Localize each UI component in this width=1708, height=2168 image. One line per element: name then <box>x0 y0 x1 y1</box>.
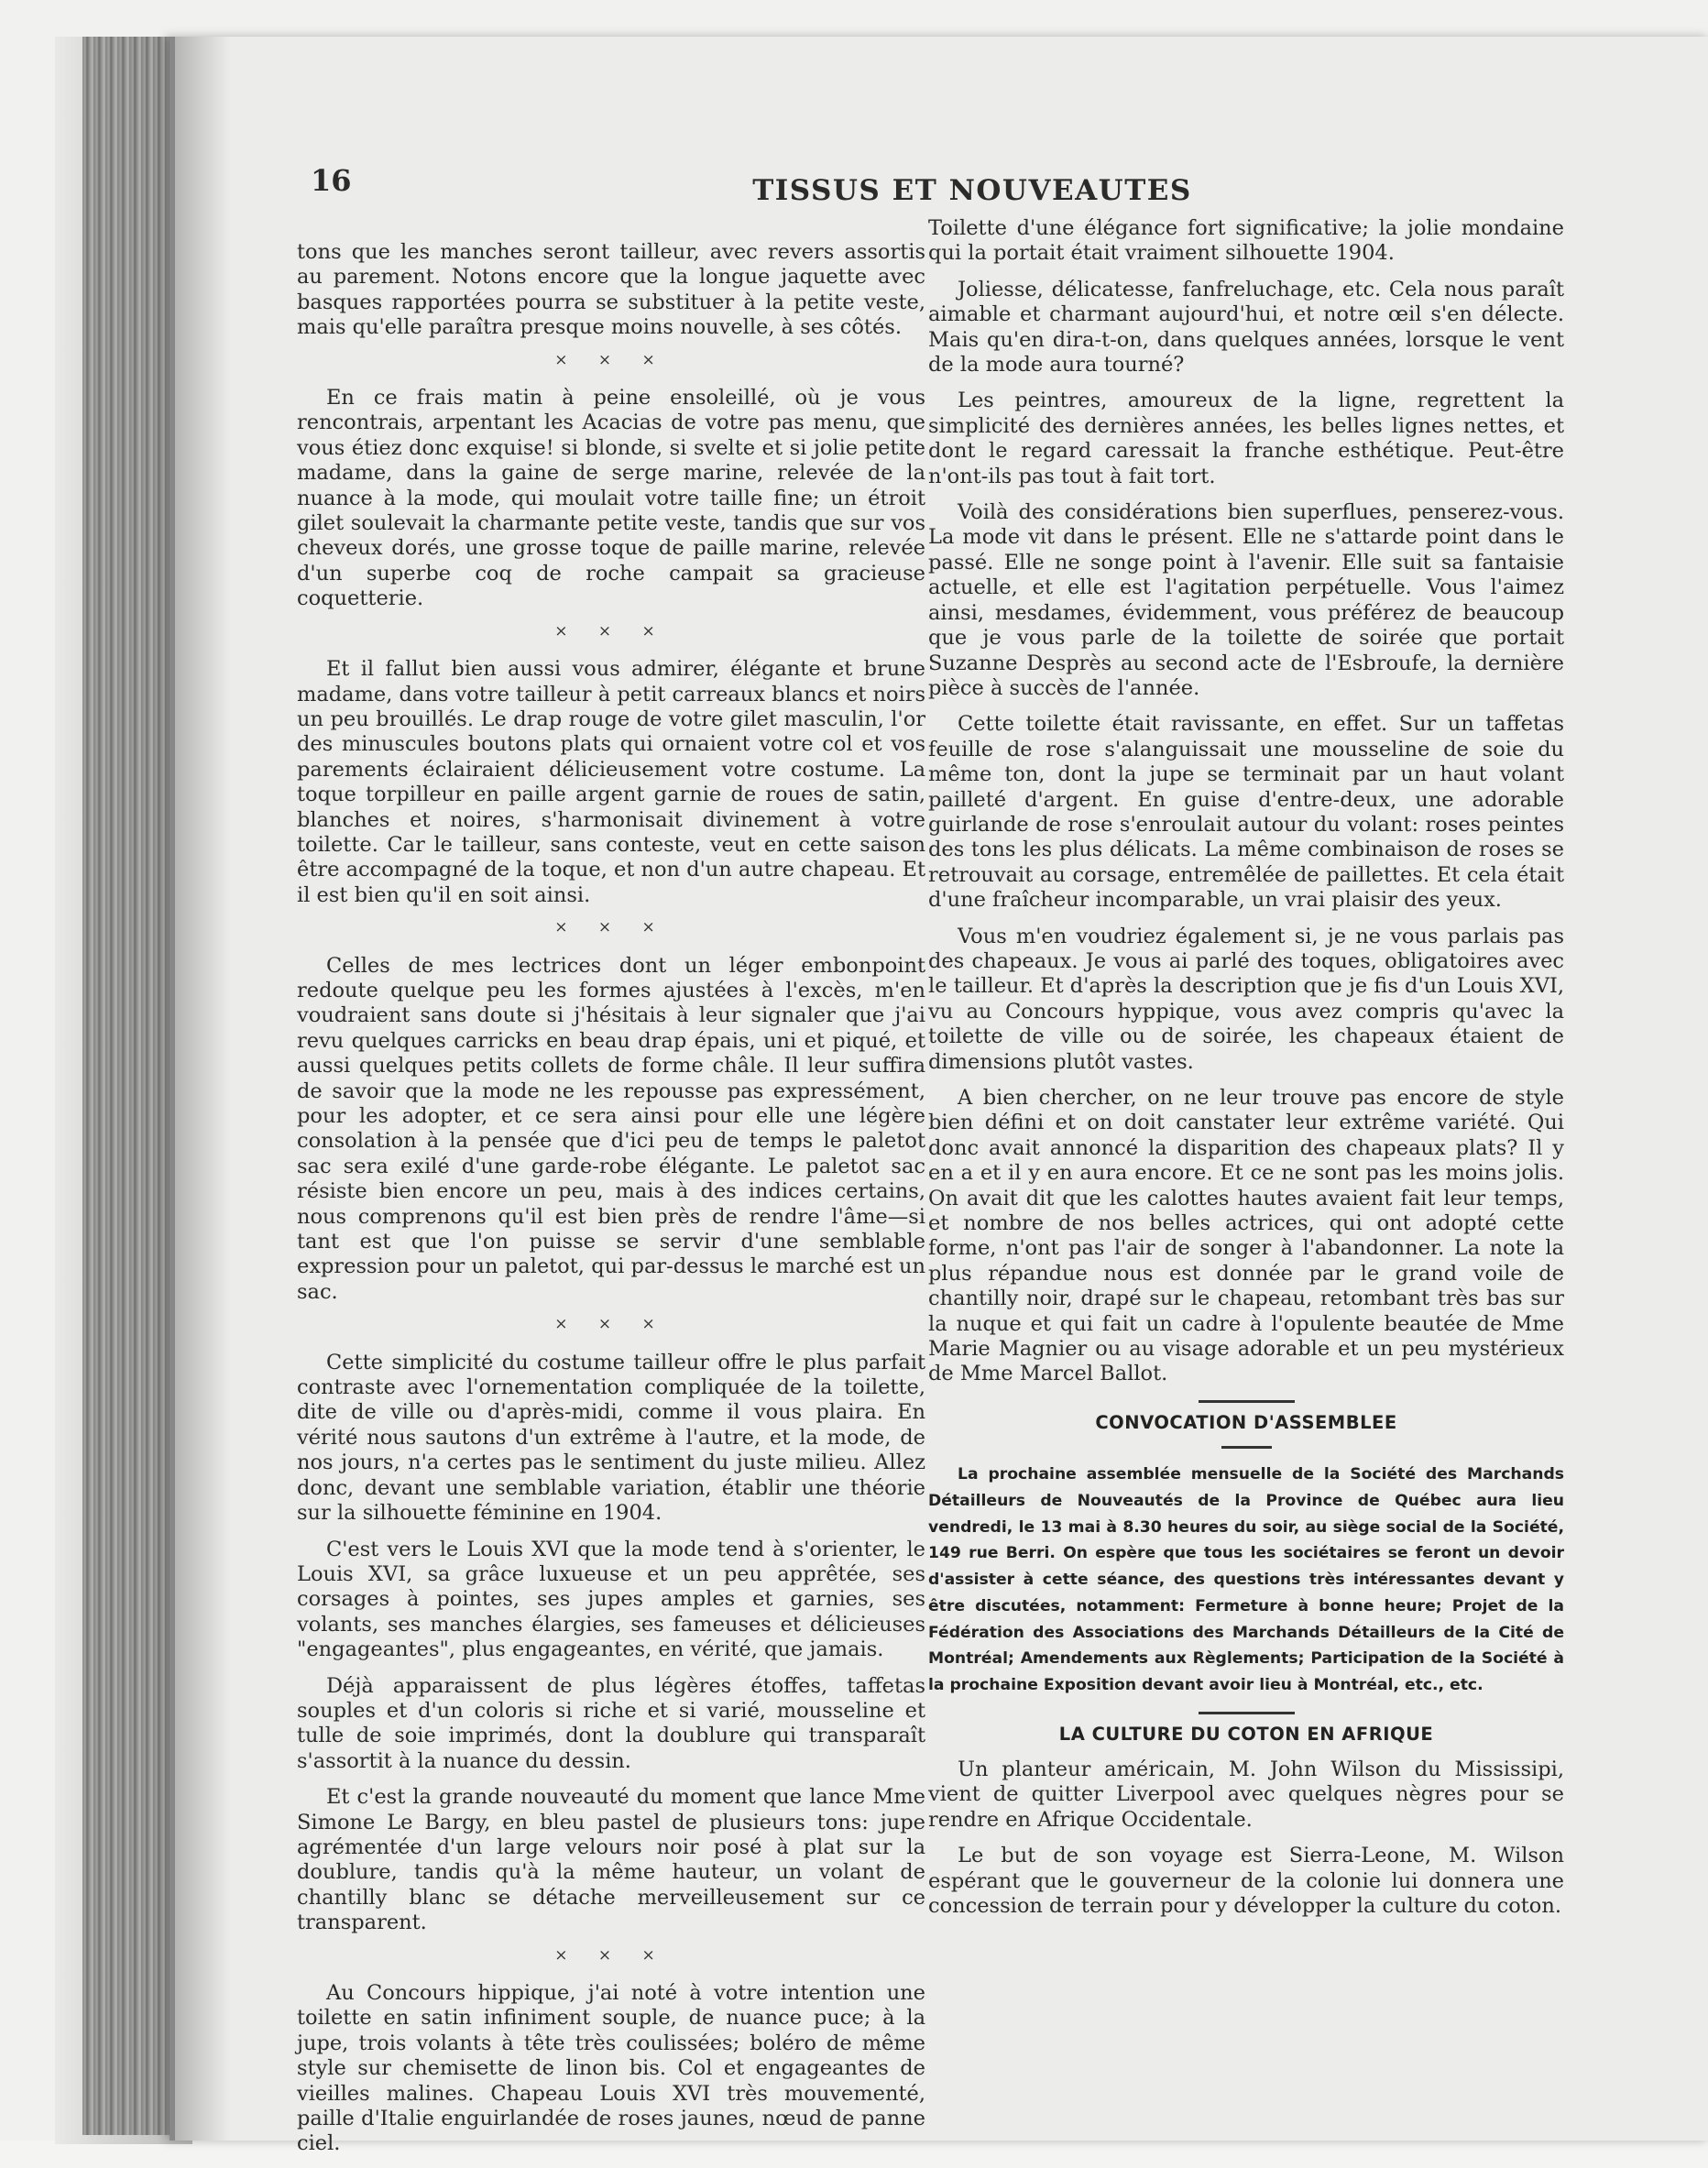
running-title: TISSUS ET NOUVEAUTES <box>752 174 1192 207</box>
page-number: 16 <box>311 163 352 198</box>
left-paragraph: Celles de mes lectrices dont un léger embonpoint redoute quelque peu les formes ajustées à l'excès, m'en voudraient sans doute si j'hésitais à leur signaler que j'ai revu quelques carricks en beau drap épais, uni et piqué, et aussi quelques petits collets de forme châle. Il leur suffira de savoir que la mode ne les repousse pas expressément, pour les adopter, et ce sera ainsi pour elle une légère consolation à la pensée que d'ici peu de temps le paletot sac sera exilé d'une garde-robe élégante. Le paletot sac résiste bien encore un peu, mais à des indices certains, nous comprenons qu'il est bien près de rendre l'âme—si tant est que l'on puisse se servir d'une semblable expression pour un paletot, qui par-dessus le marché est un sac. <box>297 953 925 1304</box>
book-page-edges <box>82 37 183 2135</box>
right-paragraph: Toilette d'une élégance fort significative; la jolie mondaine qui la portait était vraiment silhouette 1904. <box>928 216 1564 266</box>
left-paragraph: tons que les manches seront tailleur, avec revers assortis au parement. Notons encore que la longue jaquette avec basques rapportées pourra se substituer à la petite veste, mais qu'elle paraîtra presque moins nouvelle, à ses côtés. <box>297 240 925 340</box>
left-paragraph: Et c'est la grande nouveauté du moment que lance Mme Simone Le Bargy, en bleu pastel de plusieurs tons: jupe agrémentée d'un large velours noir posé à plat sur la doublure, tandis qu'à la même hauteur, un volant de chantilly blanc se détache merveilleusement sur ce transparent. <box>297 1785 925 1935</box>
right-paragraph: Cette toilette était ravissante, en effet. Sur un taffetas feuille de rose s'alanguissait une mousseline de soie du même ton, dont la jupe se terminait par un haut volant pailleté d'argent. En guise d'entre-deux, une adorable guirlande de rose s'enroulait autour du volant: roses peintes des tons les plus délicats. La même combinaison de roses se retrouvait au corsage, entremêlée de paillettes. Et cela était d'une fraîcheur incomparable, un vrai plaisir des yeux. <box>928 712 1564 913</box>
convocation-notice: La prochaine assemblée mensuelle de la Société des Marchands Détailleurs de Nouveautés de la Province de Québec aura lieu vendredi, le 13 mai à 8.30 heures du soir, au siège social de la Société, 149 rue Berri. On espère que tous les sociétaires se feront un devoir d'assister à cette séance, des questions très intéressantes devant y être discutées, notamment: Fermeture à bonne heure; Projet de la Fédération des Associations des Marchands Détailleurs de la Cité de Montréal; Amendements aux Règlements; Participation de la Société à la prochaine Exposition devant avoir lieu à Montréal, etc., etc. <box>928 1465 1564 1694</box>
right-paragraph: Joliesse, délicatesse, fanfreluchage, etc. Cela nous paraît aimable et charmant aujourd'hui, et notre œil s'en délecte. Mais qu'en dira-t-on, dans quelques années, lorsque le vent de la mode aura tourné? <box>928 277 1564 378</box>
left-column <box>297 240 925 2168</box>
heading-rule <box>1199 1400 1295 1403</box>
left-paragraph: En ce frais matin à peine ensoleillé, où je vous rencontrais, arpentant les Acacias de votre pas menu, que vous étiez donc exquise! si blonde, si svelte et si jolie petite madame, dans la gaine de serge marine, relevée de la nuance à la mode, qui moulait votre taille fine; un étroit gilet soulevait la charmante petite veste, tandis que sur vos cheveux dorés, une grosse toque de paille marine, relevée d'un superbe coq de roche campait sa gracieuse coquetterie. <box>297 386 925 611</box>
culture-heading: LA CULTURE DU COTON EN AFRIQUE <box>1058 1723 1434 1745</box>
magazine-page <box>170 37 1708 2156</box>
left-paragraph: Et il fallut bien aussi vous admirer, élégante et brune madame, dans votre tailleur à petit carreaux blancs et noirs un peu brouillés. Le drap rouge de votre gilet masculin, l'or des minuscules boutons plats qui ornaient votre col et vos parements éclairaient délicieusement votre costume. La toque torpilleur en paille argent garnie de roues de satin, blanches et noires, s'harmonisait divinement à votre toilette. Car le tailleur, sans conteste, veut en cette saison être accompagné de la toque, et non d'un autre chapeau. Et il est bien qu'il en soit ainsi. <box>297 657 925 907</box>
right-paragraph: Un planteur américain, M. John Wilson du Mississipi, vient de quitter Liverpool avec quelques nègres pour se rendre en Afrique Occidentale. <box>928 1757 1564 1832</box>
left-paragraph: Déjà apparaissent de plus légères étoffes, taffetas souples et d'un coloris si riche et si varié, mousseline et tulle de soie imprimés, dont la doublure qui transparaît s'assortit à la nuance du dessin. <box>297 1673 925 1773</box>
heading-underline <box>1221 1446 1272 1449</box>
heading-rule <box>1199 1712 1295 1714</box>
left-paragraph: Au Concours hippique, j'ai noté à votre intention une toilette en satin infiniment souple, de nuance puce; à la jupe, trois volants à tête très coulissées; boléro de même style sur chemisette de linon bis. Col et engageantes de vieilles malines. Chapeau Louis XVI très mouvementé, paille d'Italie enguirlandée de roses jaunes, nœud de panne ciel. <box>297 1981 925 2156</box>
left-paragraph: Cette simplicité du costume tailleur offre le plus parfait contraste avec l'ornementation compliquée de la toilette, dite de ville ou d'après-midi, comme il vous plaira. En vérité nous sautons d'un extrême à l'autre, et la mode, de nos jours, n'a certes pas le sentiment du juste milieu. Allez donc, devant une semblable variation, établir une théorie sur la silhouette féminine en 1904. <box>297 1350 925 1526</box>
right-paragraph: Les peintres, amoureux de la ligne, regrettent la simplicité des dernières années, les belles lignes nettes, et dont le regard caressait la franche esthétique. Peut-être n'ont-ils pas tout à fait tort. <box>928 389 1564 488</box>
right-paragraph: A bien chercher, on ne leur trouve pas encore de style bien défini et on doit canstater leur extrême variété. Qui donc avait annoncé la disparition des chapeaux plats? Il y en a et il y en aura encore. Et ce ne sont pas les moins jolis. On avait dit que les calottes hautes avaient fait leur temps, et nombre de nos belles actrices, qui ont adopté cette forme, n'ont pas l'air de songer à l'abandonner. La note la plus répandue nous est donnée par le grand voile de chantilly noir, drapé sur le chapeau, retombant très bas sur la nuque et qui fait un cadre à l'opulente beautée de Mme Marie Magnier ou au visage adorable et un peu mystérieux de Mme Marcel Ballot. <box>928 1086 1564 1386</box>
right-paragraph: Vous m'en voudriez également si, je ne vous parlais pas des chapeaux. Je vous ai parlé des toques, obligatoires avec le tailleur. Et d'après la description que je fis d'un Louis XVI, vu au Concours hyppique, vous avez compris qu'avec la toilette de ville ou de soirée, les chapeaux étaient de dimensions plutôt vastes. <box>928 924 1564 1074</box>
right-paragraph: Le but de son voyage est Sierra-Leone, M. Wilson espérant que le gouverneur de la colonie lui donnera une concession de terrain pour y développer la culture du coton. <box>928 1844 1564 1919</box>
left-paragraph: C'est vers le Louis XVI que la mode tend à s'orienter, le Louis XVI, sa grâce luxueuse et un peu apprêtée, ses corsages à pointes, ses jupes amples et garnies, ses volants, ses manches élargies, ses fameuses et délicieuses "engageantes", plus engageantes, en vérité, que jamais. <box>297 1537 925 1662</box>
convocation-heading: CONVOCATION D'ASSEMBLEE <box>1095 1411 1397 1433</box>
section-separator: × × × <box>554 918 668 937</box>
right-paragraph: Voilà des considérations bien superflues, penserez-vous. La mode vit dans le présent. Elle ne s'attarde point dans le passé. Elle ne songe point à l'avenir. Elle suit sa fantaisie actuelle, et elle est l'agitation perpétuelle. Vous l'aimez ainsi, mesdames, évidemment, vous préférez de beaucoup que je vous parle de la toilette de soirée que portait Suzanne Desprès au second acte de l'Esbroufe, la dernière pièce à succès de l'année. <box>928 500 1564 700</box>
right-column <box>928 216 1564 1930</box>
section-separator: × × × <box>554 621 668 641</box>
gutter-shadow <box>175 37 230 2141</box>
section-separator: × × × <box>554 1315 668 1334</box>
section-separator: × × × <box>554 350 668 369</box>
section-separator: × × × <box>554 1945 668 1965</box>
